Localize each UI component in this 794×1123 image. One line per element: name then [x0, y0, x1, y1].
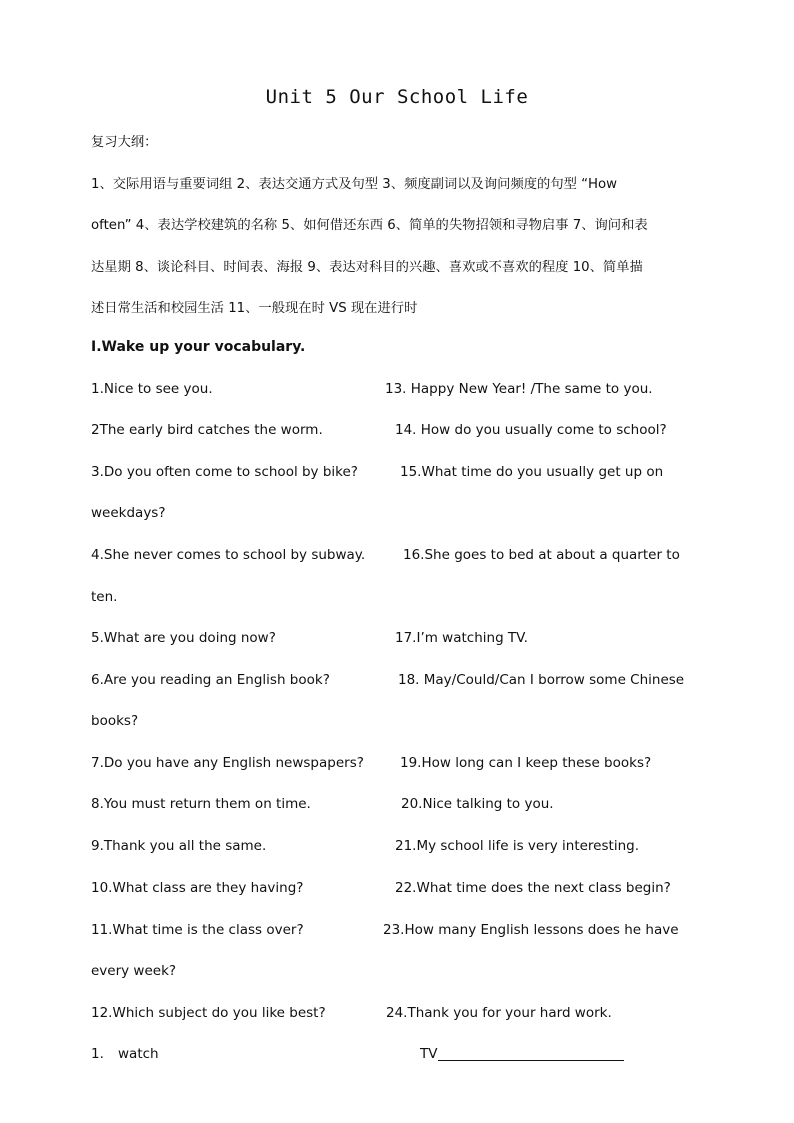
phrase-item: 19.How long can I keep these books? [400, 755, 652, 771]
phrase-item: 12.Which subject do you like best? [91, 1005, 326, 1021]
phrase-item: 17.I’m watching TV. [395, 630, 528, 646]
phrase-continuation: ten. [91, 589, 118, 605]
phrase-item: 16.She goes to bed at about a quarter to [403, 547, 680, 563]
phrase-continuation: weekdays? [91, 505, 166, 521]
answer-blank-line[interactable] [438, 1060, 624, 1061]
phrase-item: 20.Nice talking to you. [401, 796, 554, 812]
phrase-item: 3.Do you often come to school by bike? [91, 464, 358, 480]
phrase-item: 7.Do you have any English newspapers? [91, 755, 364, 771]
phrase-item: 6.Are you reading an English book? [91, 672, 330, 688]
exercise-number: 1. [91, 1046, 104, 1062]
phrase-item: 23.How many English lessons does he have [383, 922, 679, 938]
phrase-item: 22.What time does the next class begin? [395, 880, 671, 896]
phrase-item: 4.She never comes to school by subway. [91, 547, 366, 563]
outline-line: often” 4、表达学校建筑的名称 5、如何借还东西 6、简单的失物招领和寻物启事 7、询问和表 [91, 218, 648, 233]
outline-line: 达星期 8、谈论科目、时间表、海报 9、表达对科目的兴趣、喜欢或不喜欢的程度 10、简单描 [91, 260, 643, 275]
phrase-item: 8.You must return them on time. [91, 796, 311, 812]
phrase-continuation: books? [91, 713, 139, 729]
phrase-item: 11.What time is the class over? [91, 922, 304, 938]
exercise-word: watch [118, 1046, 159, 1062]
outline-line: 述日常生活和校园生活 11、一般现在时 VS 现在进行时 [91, 301, 418, 316]
phrase-item: 14. How do you usually come to school? [395, 422, 667, 438]
phrase-item: 13. Happy New Year! /The same to you. [385, 381, 653, 397]
phrase-item: 18. May/Could/Can I borrow some Chinese [398, 672, 685, 688]
exercise-answer: TV [420, 1046, 438, 1062]
phrase-item: 9.Thank you all the same. [91, 838, 267, 854]
page-title: Unit 5 Our School Life [265, 86, 529, 108]
phrase-item: 1.Nice to see you. [91, 381, 213, 397]
phrase-item: 5.What are you doing now? [91, 630, 276, 646]
section-heading: Ⅰ.Wake up your vocabulary. [91, 339, 306, 355]
outline-line: 1、交际用语与重要词组 2、表达交通方式及句型 3、频度副词以及询问频度的句型 “How [91, 177, 618, 192]
phrase-item: 10.What class are they having? [91, 880, 304, 896]
phrase-item: 2The early bird catches the worm. [91, 422, 323, 438]
outline-label: 复习大纲： [91, 135, 158, 150]
phrase-item: 15.What time do you usually get up on [400, 464, 664, 480]
phrase-item: 21.My school life is very interesting. [395, 838, 639, 854]
phrase-item: 24.Thank you for your hard work. [386, 1005, 612, 1021]
phrase-continuation: every week? [91, 963, 177, 979]
